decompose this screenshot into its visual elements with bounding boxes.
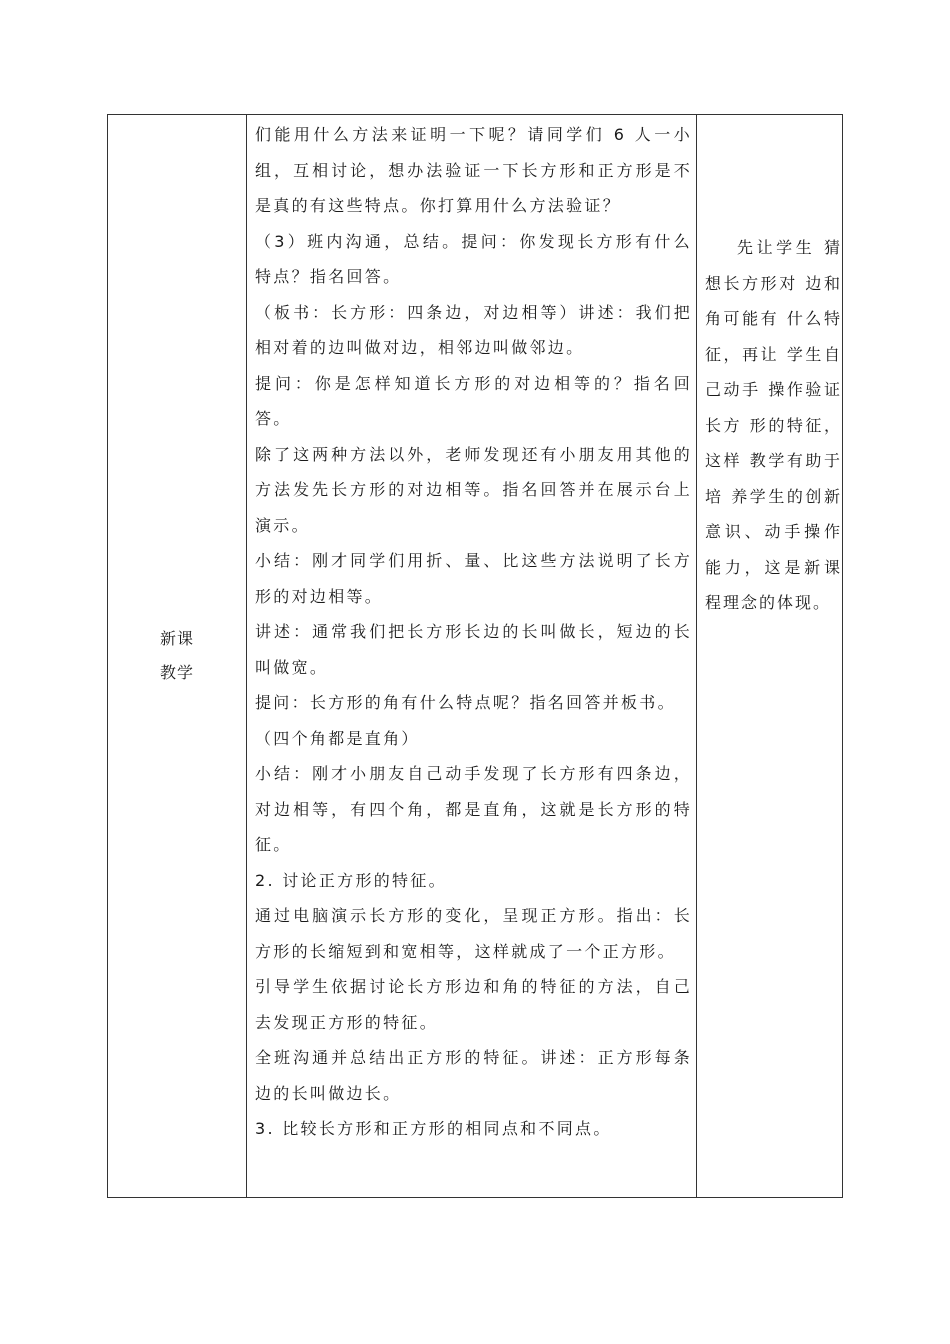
content-paragraph: 们能用什么方法来证明一下呢？请同学们 6 人一小组，互相讨论，想办法验证一下长方形和正方形是不是真的有这些特点。你打算用什么方法验证？ (255, 125, 692, 215)
content-paragraph: 通过电脑演示长方形的变化，呈现正方形。指出：长方形的长缩短到和宽相等，这样就成了一个正方形。 (255, 906, 692, 961)
section-label-line1: 新课 (159, 629, 194, 648)
content-paragraph: （3）班内沟通，总结。提问：你发现长方形有什么 特点？指名回答。 (255, 231, 692, 286)
design-notes: 先让学生 猜想长方形对 边和角可能有 什么特征，再让 学生自己动手 操作验证长方 形的特征，这样 教学有助于培 养学生的创新意识、动手操作能力，这是新课程理念的体现。 (705, 238, 842, 612)
content-paragraph: （四个角都是直角） (255, 728, 420, 748)
lesson-plan-table (107, 114, 843, 1198)
content-paragraph: 提问：长方形的角有什么特点呢？指名回答并板书。 (255, 693, 676, 712)
content-paragraph: 除了这两种方法以外，老师发现还有小朋友用其他的方法发先长方形的对边相等。指名回答并在展示台上演示。 (255, 444, 692, 535)
content-paragraph: 全班沟通并总结出正方形的特征。讲述：正方形每条边的长叫做边长。 (255, 1048, 692, 1103)
table-row (108, 115, 843, 1198)
section-cell (108, 115, 247, 1198)
content-paragraph: 提问：你是怎样知道长方形的对边相等的？指名回答。 (255, 373, 692, 428)
content-paragraph: 引导学生依据讨论长方形边和角的特征的方法，自己去发现正方形的特征。 (255, 977, 692, 1032)
content-paragraph: 小结：刚才小朋友自己动手发现了长方形有四条边，对边相等，有四个角，都是直角，这就是长方形的特征。 (255, 764, 692, 854)
content-paragraph: 2. 讨论正方形的特征。 (255, 870, 447, 890)
lesson-content (247, 115, 696, 1147)
content-paragraph: 小结：刚才同学们用折、量、比这些方法说明了长方形的对边相等。 (255, 551, 692, 606)
content-paragraph: （板书：长方形：四条边，对边相等）讲述：我们把相对着的边叫做对边，相邻边叫做邻边。 (255, 302, 692, 357)
content-paragraph: 讲述：通常我们把长方形长边的长叫做长，短边的长叫做宽。 (255, 622, 692, 677)
notes-cell (697, 115, 843, 1198)
content-paragraph: 3. 比较长方形和正方形的相同点和不同点。 (255, 1119, 612, 1138)
content-cell (247, 115, 697, 1198)
section-label-line2: 教学 (159, 663, 194, 682)
